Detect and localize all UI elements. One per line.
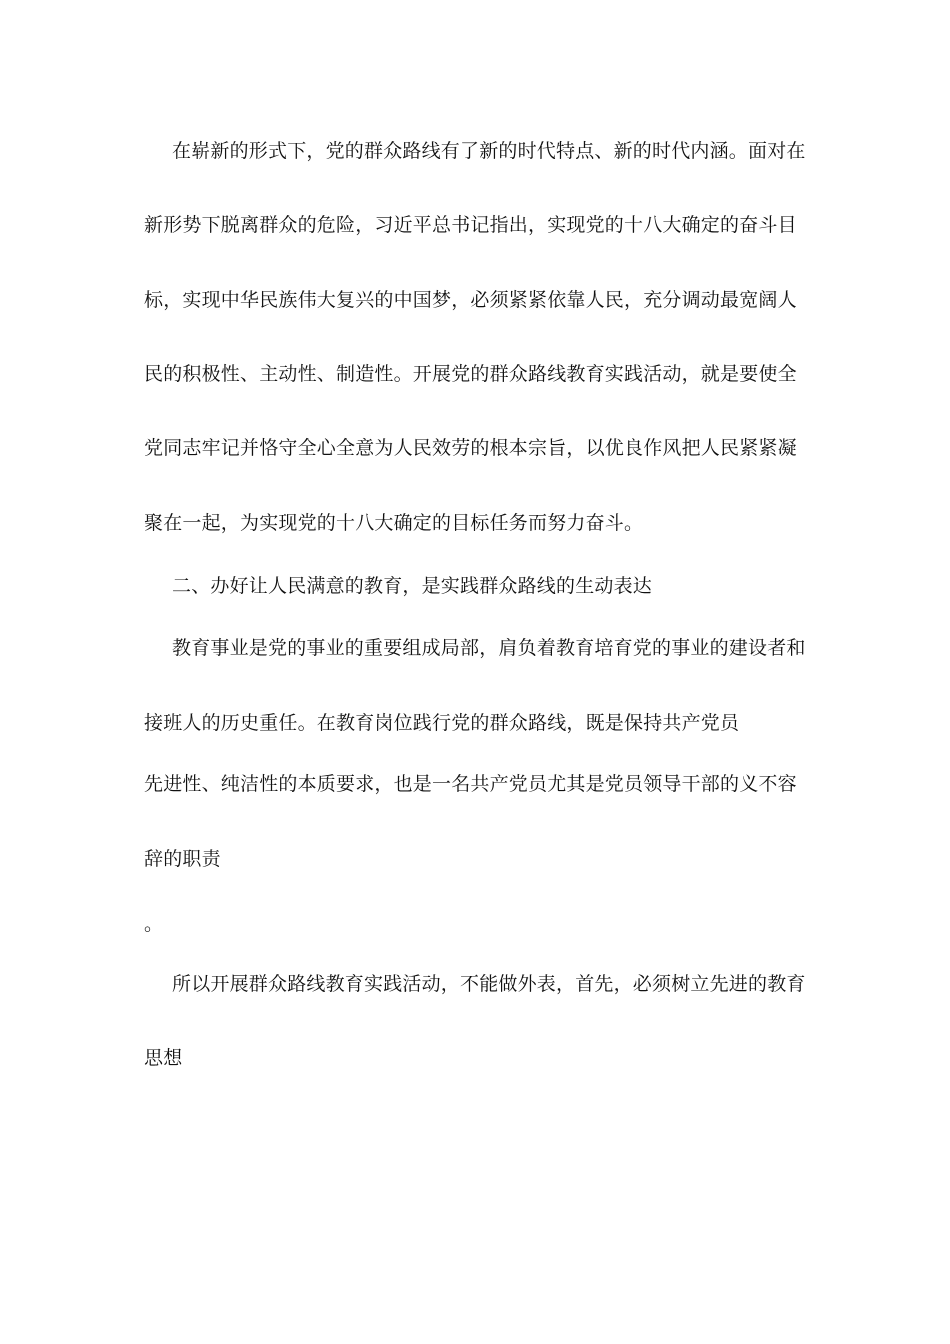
text-line: 教育事业是党的事业的重要组成局部，肩负着教育培育党的事业的建设者和	[172, 637, 806, 659]
section-heading: 二、办好让人民满意的教育，是实践群众路线的生动表达	[172, 575, 653, 597]
text-line: 辞的职责	[144, 848, 221, 870]
text-line: 党同志牢记并恪守全心全意为人民效劳的根本宗旨，以优良作风把人民紧紧凝	[144, 437, 797, 459]
text-line: 民的积极性、主动性、制造性。开展党的群众路线教育实践活动，就是要使全	[144, 363, 797, 385]
text-line: 新形势下脱离群众的危险，习近平总书记指出，实现党的十八大确定的奋斗目	[144, 214, 797, 236]
text-line: 聚在一起，为实现党的十八大确定的目标任务而努力奋斗。	[144, 512, 644, 534]
text-line: 接班人的历史重任。在教育岗位践行党的群众路线，既是保持共产党员	[144, 712, 740, 734]
text-line: 所以开展群众路线教育实践活动，不能做外表，首先，必须树立先进的教育	[172, 973, 806, 995]
text-line: 先进性、纯洁性的本质要求，也是一名共产党员尤其是党员领导干部的义不容	[144, 773, 797, 795]
text-line: 思想	[144, 1047, 183, 1069]
text-line: 标，实现中华民族伟大复兴的中国梦，必须紧紧依靠人民，充分调动最宽阔人	[144, 289, 797, 311]
text-line: 。	[144, 913, 164, 935]
text-line: 在崭新的形式下，党的群众路线有了新的时代特点、新的时代内涵。面对在	[172, 140, 806, 162]
